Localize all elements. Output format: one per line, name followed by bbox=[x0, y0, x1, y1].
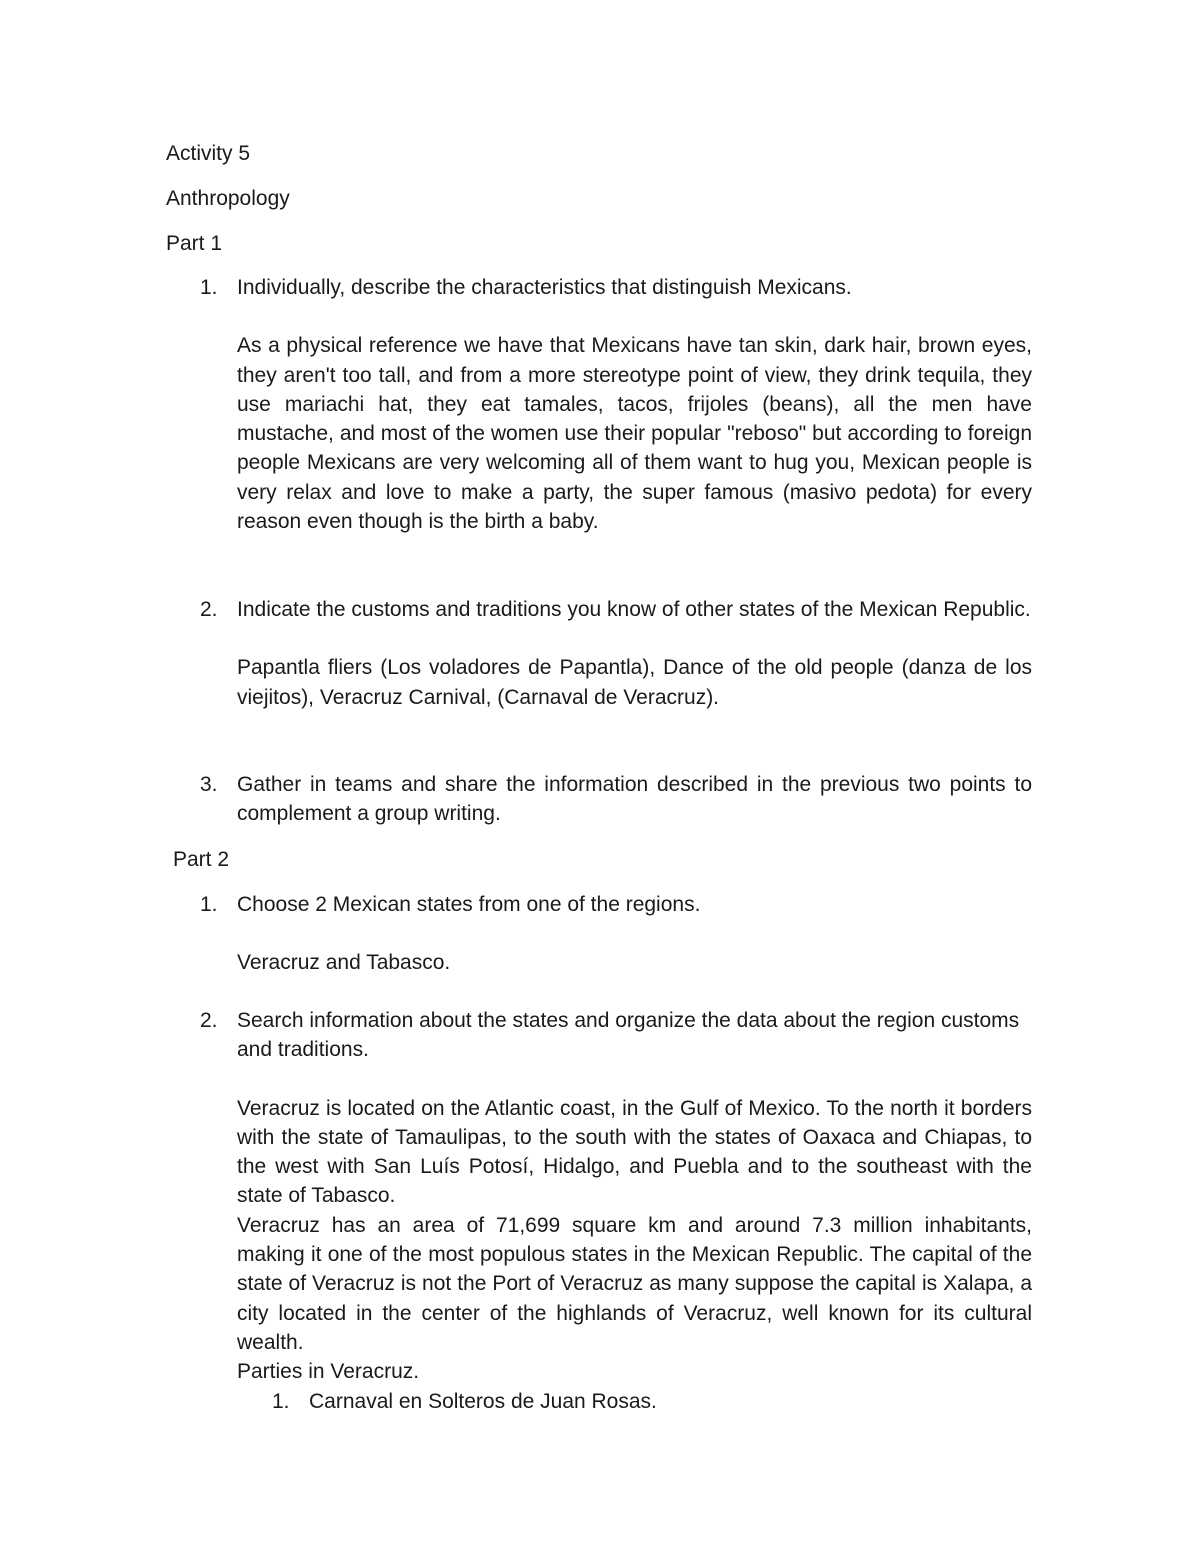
answer-paragraph: Veracruz is located on the Atlantic coast, in the Gulf of Mexico. To the north it borders with the state of Tamaulipas, to the south with the states of Oaxaca and Chiapas, to the west with San Luís Potosí, Hidalgo, and Puebla and to the southeast with the state of Tabasco. bbox=[237, 1096, 1032, 1208]
document-title: Activity 5 bbox=[166, 142, 251, 165]
part1-heading: Part 1 bbox=[166, 232, 223, 255]
list-number: 1. bbox=[200, 893, 218, 916]
part2-item-2 bbox=[200, 1006, 1032, 1416]
question-text: Indicate the customs and traditions you know of other states of the Mexican Republic. bbox=[237, 598, 1031, 621]
document-subject: Anthropology bbox=[166, 187, 290, 210]
answer-text: As a physical reference we have that Mexicans have tan skin, dark hair, brown eyes, they aren't too tall, and from a more stereotype point of view, they drink tequila, they use mariachi hat, they eat tamales, tacos, frijoles (beans), all the men have mustache, and most of the women use their popular "reboso" but according to foreign people Mexicans are very welcoming all of them want to hug you, Mexican people is very relax and love to make a party, the super famous (masivo pedota) for every reason even though is the birth a baby. bbox=[237, 334, 1032, 534]
part2-heading: Part 2 bbox=[173, 848, 230, 871]
list-number: 2. bbox=[200, 1009, 218, 1032]
part1-item-2 bbox=[200, 595, 1032, 712]
question-text: Gather in teams and share the information described in the previous two points to complement a group writing. bbox=[237, 773, 1032, 826]
question-text: Search information about the states and organize the data about the region customs and traditions. bbox=[237, 1009, 1020, 1062]
answer-paragraph: Veracruz has an area of 71,699 square km and around 7.3 million inhabitants, making it one of the most populous states in the Mexican Republic. The capital of the state of Veracruz is not the Port of Veracruz as many suppose the capital is Xalapa, a city located in the center of the highlands of Veracruz, well known for its cultural wealth. bbox=[237, 1213, 1032, 1354]
parties-item-text: Carnaval en Solteros de Juan Rosas. bbox=[309, 1389, 657, 1413]
part2-item-1 bbox=[200, 890, 1032, 978]
parties-list-item bbox=[272, 1387, 1032, 1416]
list-number: 2. bbox=[200, 598, 218, 621]
question-text: Choose 2 Mexican states from one of the regions. bbox=[237, 893, 701, 916]
part1-item-1 bbox=[200, 273, 1032, 536]
list-number: 1. bbox=[200, 276, 218, 299]
parties-heading: Parties in Veracruz. bbox=[237, 1360, 420, 1384]
part1-item-3 bbox=[200, 770, 1032, 829]
answer-text: Veracruz and Tabasco. bbox=[237, 951, 451, 975]
answer-text: Papantla fliers (Los voladores de Papantla), Dance of the old people (danza de los viejitos), Veracruz Carnival, (Carnaval de Veracruz). bbox=[237, 656, 1032, 709]
question-text: Individually, describe the characteristics that distinguish Mexicans. bbox=[237, 276, 852, 299]
list-number: 3. bbox=[200, 773, 218, 796]
answer-block bbox=[237, 1094, 1032, 1416]
list-number: 1. bbox=[272, 1389, 290, 1413]
